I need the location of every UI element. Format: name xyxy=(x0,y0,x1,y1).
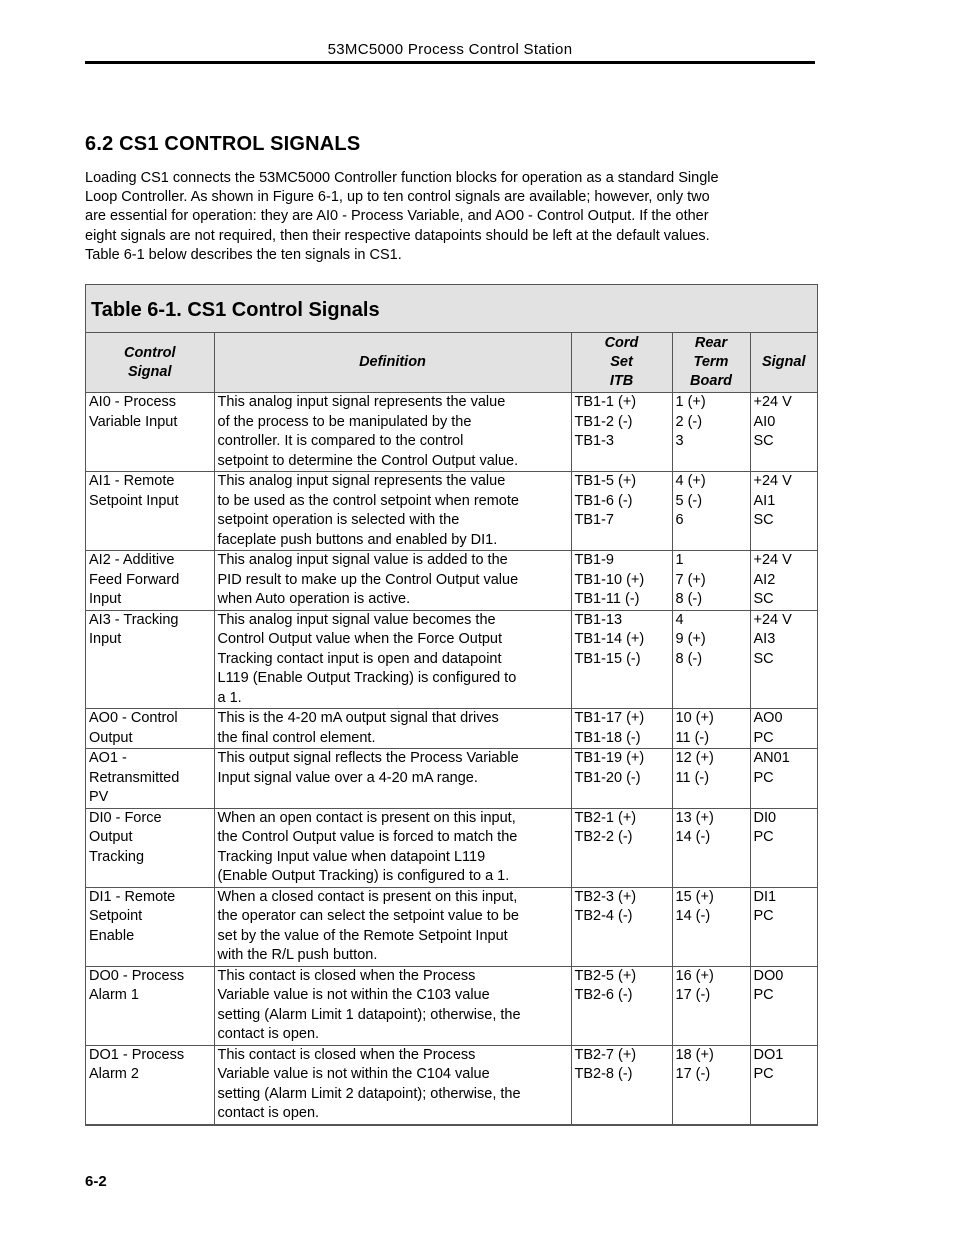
cell-line: TB1-15 (-) xyxy=(574,650,641,667)
cell-line: 5 (-) xyxy=(675,492,703,509)
cell-line: 4 xyxy=(675,611,684,628)
cell-line: Tracking contact input is open and datapoint xyxy=(217,650,502,667)
rear-term-board-cell xyxy=(672,393,750,472)
intro-line: Table 6-1 below describes the ten signals in CS1. xyxy=(85,246,402,263)
table-row xyxy=(86,1045,817,1124)
cord-set-itb-cell xyxy=(571,472,672,551)
cell-line: controller. It is compared to the control xyxy=(217,433,464,449)
table-row xyxy=(86,966,817,1045)
intro-line: are essential for operation: they are AI0 - Process Variable, and AO0 - Control Output. If the other xyxy=(85,208,709,225)
cell-line: TB1-11 (-) xyxy=(574,591,640,607)
table-row xyxy=(86,808,817,887)
cell-line: This analog input signal value is added to the xyxy=(217,552,508,568)
cell-line: DI0 - Force xyxy=(89,809,162,826)
definition-cell xyxy=(214,808,571,887)
cell-line: PC xyxy=(753,987,774,1003)
signal-cell xyxy=(750,966,817,1045)
signal-cell xyxy=(750,749,817,809)
cell-line: AO0 - Control xyxy=(89,710,178,726)
cell-line: TB1-13 xyxy=(574,611,623,628)
intro-line: Loading CS1 connects the 53MC5000 Controller function blocks for operation as a standard Single xyxy=(85,170,719,186)
rear-term-board-cell xyxy=(672,709,750,749)
signal-cell xyxy=(750,808,817,887)
cell-line: DI1 - Remote xyxy=(89,888,176,905)
cell-line: TB1-14 (+) xyxy=(574,631,645,647)
cell-line: TB2-7 (+) xyxy=(574,1046,637,1063)
cell-line: contact is open. xyxy=(217,1026,320,1042)
cord-set-itb-cell xyxy=(571,709,672,749)
cell-line: faceplate push buttons and enabled by DI1. xyxy=(217,531,498,548)
cell-line: 2 (-) xyxy=(675,413,703,430)
running-header: 53MC5000 Process Control Station xyxy=(327,41,573,58)
rear-term-board-cell xyxy=(672,966,750,1045)
cell-line: TB1-1 (+) xyxy=(574,394,637,410)
cell-line: the final control element. xyxy=(217,729,376,746)
column-header-rear-term-board xyxy=(672,333,750,393)
column-header-line: Cord xyxy=(604,335,639,351)
signal-cell xyxy=(750,1045,817,1124)
cell-line: 4 (+) xyxy=(675,473,706,489)
cell-line: SC xyxy=(753,591,774,607)
table-row xyxy=(86,393,817,472)
cell-line: When a closed contact is present on this input, xyxy=(217,888,518,905)
cell-line: DO0 xyxy=(753,967,784,984)
cell-line: PC xyxy=(753,729,774,746)
cell-line: TB2-6 (-) xyxy=(574,987,633,1003)
cell-line: PID result to make up the Control Output value xyxy=(217,571,519,588)
header-rule xyxy=(85,61,815,64)
cell-line: PC xyxy=(753,769,774,786)
rear-term-board-cell xyxy=(672,887,750,966)
cell-line: AO1 - xyxy=(89,750,127,766)
section-heading: 6.2 CS1 CONTROL SIGNALS xyxy=(85,133,361,155)
cell-line: When an open contact is present on this input, xyxy=(217,809,516,826)
cell-line: (Enable Output Tracking) is configured to a 1. xyxy=(217,868,510,884)
cell-line: TB2-1 (+) xyxy=(574,809,637,826)
cell-line: Setpoint xyxy=(89,908,143,924)
cell-line: setpoint to determine the Control Output value. xyxy=(217,452,519,469)
cell-line: SC xyxy=(753,433,774,449)
signal-cell xyxy=(750,472,817,551)
cell-line: 11 (-) xyxy=(675,729,710,746)
signal-cell xyxy=(750,551,817,611)
table-row xyxy=(86,472,817,551)
cell-line: TB2-4 (-) xyxy=(574,908,633,924)
definition-cell xyxy=(214,472,571,551)
cell-line: PV xyxy=(89,789,109,805)
column-header-line: Control xyxy=(123,344,176,361)
control-signal-cell xyxy=(86,887,214,966)
cell-line: setting (Alarm Limit 1 datapoint); otherwise, the xyxy=(217,1006,521,1023)
cell-line: DO1 - Process xyxy=(89,1046,185,1063)
cell-line: AN01 xyxy=(753,750,790,766)
cell-line: 8 (-) xyxy=(675,591,703,607)
cell-line: 13 (+) xyxy=(675,809,714,826)
column-header-line: Signal xyxy=(761,354,806,370)
cord-set-itb-cell xyxy=(571,887,672,966)
cell-line: +24 V xyxy=(753,552,792,568)
cell-line: This contact is closed when the Process xyxy=(217,967,476,984)
cell-line: DI0 xyxy=(753,809,777,826)
cell-line: 18 (+) xyxy=(675,1046,714,1063)
cell-line: TB1-5 (+) xyxy=(574,473,637,489)
cord-set-itb-cell xyxy=(571,551,672,611)
column-header-control-signal xyxy=(86,333,214,393)
cord-set-itb-cell xyxy=(571,966,672,1045)
cell-line: L119 (Enable Output Tracking) is configured to xyxy=(217,670,517,686)
table-row xyxy=(86,887,817,966)
cell-line: 14 (-) xyxy=(675,908,711,924)
cell-line: SC xyxy=(753,512,774,528)
cell-line: This contact is closed when the Process xyxy=(217,1046,476,1063)
rear-term-board-cell xyxy=(672,472,750,551)
rear-term-board-cell xyxy=(672,749,750,809)
intro-line: eight signals are not required, then their respective datapoints should be left at the default values. xyxy=(85,227,710,244)
cell-line: PC xyxy=(753,908,774,924)
cell-line: Variable value is not within the C104 value xyxy=(217,1066,490,1082)
column-header-line: Definition xyxy=(359,354,426,370)
signal-cell xyxy=(750,887,817,966)
cell-line: Tracking xyxy=(89,848,145,865)
cell-line: Setpoint Input xyxy=(89,492,179,509)
cell-line: TB2-8 (-) xyxy=(574,1066,633,1082)
cell-line: setting (Alarm Limit 2 datapoint); otherwise, the xyxy=(217,1085,521,1102)
cell-line: This analog input signal value becomes the xyxy=(217,611,496,628)
cell-line: Variable value is not within the C103 value xyxy=(217,987,490,1003)
cell-line: DO0 - Process xyxy=(89,967,185,984)
definition-cell xyxy=(214,709,571,749)
cell-line: TB2-5 (+) xyxy=(574,967,637,984)
cell-line: the operator can select the setpoint value to be xyxy=(217,908,519,924)
cell-line: Alarm 2 xyxy=(89,1066,139,1082)
control-signal-cell xyxy=(86,610,214,709)
table-row xyxy=(86,709,817,749)
header-row xyxy=(86,333,817,393)
cell-line: with the R/L push button. xyxy=(217,947,378,963)
cell-line: setpoint operation is selected with the xyxy=(217,512,460,528)
control-signal-cell xyxy=(86,551,214,611)
cord-set-itb-cell xyxy=(571,393,672,472)
column-header-line: Signal xyxy=(127,363,172,380)
cell-line: AI1 - Remote xyxy=(89,473,175,489)
cell-line: Variable Input xyxy=(89,413,178,430)
cell-line: This output signal reflects the Process Variable xyxy=(217,750,519,766)
cell-line: TB1-19 (+) xyxy=(574,750,645,766)
control-signal-cell xyxy=(86,808,214,887)
signals-table xyxy=(86,333,817,1125)
cell-line: TB1-18 (-) xyxy=(574,729,641,746)
cell-line: 7 (+) xyxy=(675,571,706,588)
cell-line: Input xyxy=(89,631,122,647)
cell-line: Retransmitted xyxy=(89,769,180,786)
cell-line: This analog input signal represents the value xyxy=(217,473,506,489)
cell-line: TB1-17 (+) xyxy=(574,710,645,726)
cell-line: of the process to be manipulated by the xyxy=(217,413,472,430)
cell-line: to be used as the control setpoint when remote xyxy=(217,492,519,509)
cell-line: when Auto operation is active. xyxy=(217,591,411,607)
cell-line: 16 (+) xyxy=(675,967,714,984)
control-signal-cell xyxy=(86,472,214,551)
cell-line: 15 (+) xyxy=(675,888,714,905)
cell-line: 1 (+) xyxy=(675,394,706,410)
cord-set-itb-cell xyxy=(571,749,672,809)
cell-line: Feed Forward xyxy=(89,571,180,588)
table-row xyxy=(86,551,817,611)
definition-cell xyxy=(214,1045,571,1124)
cell-line: 11 (-) xyxy=(675,769,710,786)
definition-cell xyxy=(214,393,571,472)
cell-line: Control Output value when the Force Output xyxy=(217,631,503,647)
cell-line: TB1-7 xyxy=(574,512,614,528)
cell-line: Output xyxy=(89,829,133,845)
cell-line: AI3 - Tracking xyxy=(89,611,179,628)
column-header-definition xyxy=(214,333,571,393)
cell-line: Output xyxy=(89,729,133,746)
table-row xyxy=(86,749,817,809)
cord-set-itb-cell xyxy=(571,1045,672,1124)
cell-line: the Control Output value is forced to match the xyxy=(217,829,518,845)
signal-cell xyxy=(750,393,817,472)
cell-line: TB1-2 (-) xyxy=(574,413,633,430)
cell-line: TB1-6 (-) xyxy=(574,492,633,509)
column-header-line: Term xyxy=(693,354,729,370)
cell-line: TB1-20 (-) xyxy=(574,769,641,786)
cell-line: DI1 xyxy=(753,888,777,905)
rear-term-board-cell xyxy=(672,1045,750,1124)
cell-line: 3 xyxy=(675,433,684,449)
cell-line: DO1 xyxy=(753,1046,784,1063)
cell-line: AI2 xyxy=(753,571,776,588)
cell-line: 9 (+) xyxy=(675,631,706,647)
table-row xyxy=(86,610,817,709)
cell-line: set by the value of the Remote Setpoint Input xyxy=(217,927,508,944)
cell-line: 17 (-) xyxy=(675,987,711,1003)
cell-line: +24 V xyxy=(753,611,792,628)
cell-line: Enable xyxy=(89,927,135,944)
cell-line: AI0 xyxy=(753,413,776,430)
rear-term-board-cell xyxy=(672,610,750,709)
cord-set-itb-cell xyxy=(571,808,672,887)
cell-line: This is the 4-20 mA output signal that drives xyxy=(217,710,499,726)
cell-line: AO0 xyxy=(753,710,783,726)
cell-line: a 1. xyxy=(217,689,242,706)
column-header-line: ITB xyxy=(609,373,634,389)
column-header-line: Set xyxy=(610,354,633,370)
cell-line: AI1 xyxy=(753,492,776,509)
intro-line: Loop Controller. As shown in Figure 6-1, up to ten control signals are available; however, only two xyxy=(85,189,710,206)
cell-line: 8 (-) xyxy=(675,650,703,667)
cell-line: TB1-3 xyxy=(574,433,614,449)
signal-cell xyxy=(750,610,817,709)
cell-line: 12 (+) xyxy=(675,750,714,766)
cell-line: This analog input signal represents the value xyxy=(217,394,506,410)
rear-term-board-cell xyxy=(672,808,750,887)
cell-line: 6 xyxy=(675,512,684,528)
definition-cell xyxy=(214,887,571,966)
cell-line: PC xyxy=(753,1066,774,1082)
column-header-signal xyxy=(750,333,817,393)
control-signal-cell xyxy=(86,709,214,749)
cell-line: Input signal value over a 4-20 mA range. xyxy=(217,769,478,786)
table-body xyxy=(86,393,817,1125)
cell-line: TB1-9 xyxy=(574,552,614,568)
cell-line: Input xyxy=(89,591,122,607)
rear-term-board-cell xyxy=(672,551,750,611)
cell-line: 10 (+) xyxy=(675,710,714,726)
signal-cell xyxy=(750,709,817,749)
signals-table-container xyxy=(85,284,818,1126)
cell-line: 14 (-) xyxy=(675,829,711,845)
cell-line: TB2-3 (+) xyxy=(574,888,637,905)
cell-line: Tracking Input value when datapoint L119 xyxy=(217,848,486,865)
cord-set-itb-cell xyxy=(571,610,672,709)
column-header-line: Board xyxy=(690,373,732,389)
cell-line: +24 V xyxy=(753,473,792,489)
intro-paragraph xyxy=(85,169,815,265)
cell-line: AI0 - Process xyxy=(89,394,177,410)
cell-line: SC xyxy=(753,650,774,667)
cell-line: +24 V xyxy=(753,394,792,410)
column-header-line: Rear xyxy=(694,335,728,351)
table-caption: Table 6-1. CS1 Control Signals xyxy=(86,285,817,333)
definition-cell xyxy=(214,966,571,1045)
definition-cell xyxy=(214,749,571,809)
cell-line: AI3 xyxy=(753,631,776,647)
page-number: 6-2 xyxy=(85,1173,107,1190)
control-signal-cell xyxy=(86,393,214,472)
table-header xyxy=(86,333,817,393)
cell-line: TB1-10 (+) xyxy=(574,571,645,588)
definition-cell xyxy=(214,610,571,709)
control-signal-cell xyxy=(86,749,214,809)
cell-line: contact is open. xyxy=(217,1105,320,1121)
cell-line: Alarm 1 xyxy=(89,987,139,1003)
control-signal-cell xyxy=(86,966,214,1045)
column-header-cord-set-itb xyxy=(571,333,672,393)
cell-line: PC xyxy=(753,829,774,845)
cell-line: TB2-2 (-) xyxy=(574,829,633,845)
cell-line: AI2 - Additive xyxy=(89,552,175,568)
control-signal-cell xyxy=(86,1045,214,1124)
cell-line: 17 (-) xyxy=(675,1066,711,1082)
definition-cell xyxy=(214,551,571,611)
cell-line: 1 xyxy=(675,552,684,568)
